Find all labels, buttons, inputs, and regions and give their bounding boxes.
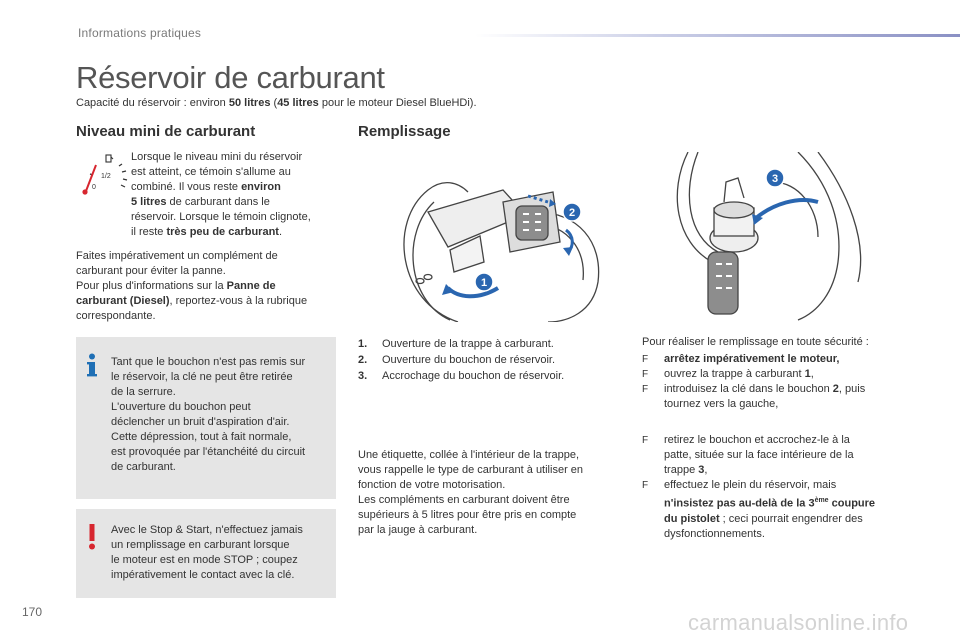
- page-title: Réservoir de carburant: [76, 60, 385, 95]
- list-item: 2. Ouverture du bouchon de réservoir.: [358, 354, 556, 366]
- info-icon: [84, 353, 100, 377]
- header-rule: [475, 34, 960, 37]
- watermark: carmanualsonline.info: [688, 610, 909, 635]
- fuel-gauge-icon: [80, 152, 130, 196]
- niveau-paragraph-1: Lorsque le niveau mini du réservoir est atteint, ce témoin s'allume au combiné. Il vous reste environ 5 litres de carburant dans le réservoir. Lorsque le témoin clignote, il reste très peu de carburant.: [131, 151, 311, 238]
- warning-box-text: Avec le Stop & Start, n'effectuez jamais un remplissage en carburant lorsque le moteur est en mode STOP ; coupez impérativement le contact avec la clé.: [111, 524, 303, 581]
- niveau-paragraph-2: Faites impérativement un complément de carburant pour éviter la panne. Pour plus d'informations sur la Panne de carburant (Diesel), reportez-vous à la rubrique correspondante.: [76, 250, 308, 322]
- gauge-half-label: 1/2: [101, 173, 111, 180]
- page-number: 170: [22, 605, 43, 619]
- list-item: 1. Ouverture de la trappe à carburant.: [358, 338, 554, 350]
- callout-1: 1: [480, 277, 488, 289]
- securite-block-1: Pour réaliser le remplissage en toute sécurité : F arrêtez impérativement le moteur, F ouvrez la trappe à carburant 1, F introduisez la clé dans le bouchon 2, puis tournez vers la gauche,: [642, 335, 912, 412]
- etiquette-paragraph: Une étiquette, collée à l'intérieur de la trappe, vous rappelle le type de carburant à utiliser en fonction de votre motorisation. Les compléments en carburant doivent être supérieurs à 5 litres pour être pris en compte par la jauge à carburant.: [358, 449, 584, 536]
- cap-hook-illustration: [668, 152, 878, 322]
- fuel-flap-illustration: [388, 152, 610, 322]
- list-item: F arrêtez impérativement le moteur,: [642, 353, 840, 365]
- niveau-heading: Niveau mini de carburant: [76, 123, 256, 140]
- gauge-zero-label: 0: [92, 184, 96, 191]
- list-item: F effectuez le plein du réservoir, mais n'insistez pas au-delà de la 3ème coupure du pistolet ; ceci pourrait engendrer des dysfonctionnements.: [642, 479, 876, 540]
- list-item: F introduisez la clé dans le bouchon 2, puis tournez vers la gauche,: [642, 383, 866, 410]
- list-item: F ouvrez la trappe à carburant 1,: [642, 368, 814, 380]
- warning-icon: [84, 524, 100, 550]
- callout-3: 3: [771, 173, 779, 185]
- callout-2: 2: [568, 207, 576, 219]
- info-box-text: Tant que le bouchon n'est pas remis sur le réservoir, la clé ne peut être retirée de la serrure. L'ouverture du bouchon peut déclencher un bruit d'aspiration d'air. Cette dépression, tout à fait normale, est provoquée par l'étanchéité du circuit de carburant.: [111, 356, 306, 473]
- steps-list: [358, 336, 618, 384]
- list-item: F retirez le bouchon et accrochez-le à la patte, située sur la face intérieure de la trappe 3,: [642, 434, 854, 476]
- remplissage-heading: Remplissage: [358, 123, 451, 140]
- securite-block-2: [642, 433, 912, 542]
- capacity-text: Capacité du réservoir : environ 50 litres (45 litres pour le moteur Diesel BlueHDi).: [76, 97, 477, 109]
- section-header: Informations pratiques: [78, 26, 202, 40]
- list-item: 3. Accrochage du bouchon de réservoir.: [358, 370, 565, 382]
